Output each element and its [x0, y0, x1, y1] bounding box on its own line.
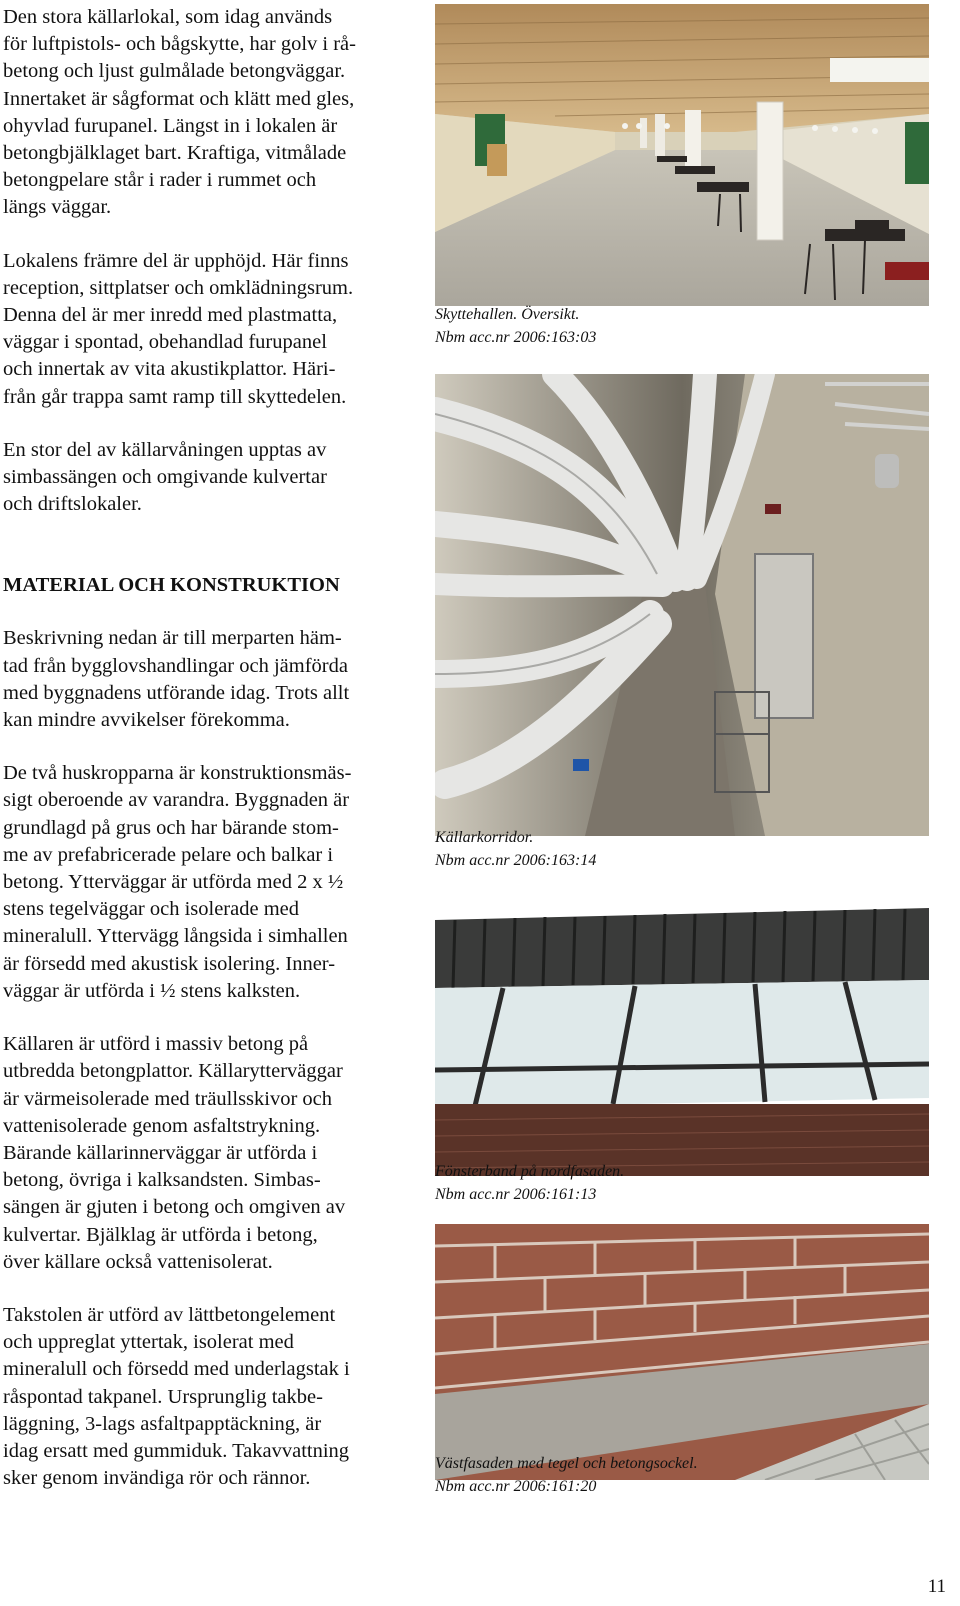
caption-title: Fönsterband på nordfasaden.	[435, 1163, 625, 1180]
caption-title: Skyttehallen. Översikt.	[435, 306, 580, 323]
section-heading: MATERIAL OCH KONSTRUKTION	[3, 574, 340, 597]
page-number: 11	[927, 1576, 946, 1597]
photo-west-facade	[435, 1224, 929, 1480]
caption-shooting-hall	[435, 303, 596, 349]
paragraph-roof: Takstolen är utförd av lättbetongelement och uppreglat yttertak, isolerat med mineralull och försedd med underlagstak i råspontad takpanel. Ursprunglig takbe- läggning, 3-lags asfaltpapptäckning, är idag ersatt med gummiduk. Takavvattning sker genom invändiga rör och rännor.	[3, 1303, 350, 1490]
paragraph-shooting-hall: Den stora källarlokal, som idag används för luftpistols- och bågskytte, har golv i rå- betong och ljust gulmålade betongväggar. Innertaket är sågformat och klätt med gles, ohyvlad furupanel. Längst in i lokalen är betongbjälklaget bart. Kraftiga, vitmålade betongpelare står i rader i rummet och längs väggar.	[3, 6, 356, 219]
caption-west-facade	[435, 1452, 698, 1498]
photo-basement-corridor	[435, 374, 929, 836]
caption-basement-corridor	[435, 826, 596, 872]
paragraph-structure: De två huskropparna är konstruktionsmäs- sigt oberoende av varandra. Byggnaden är grundlagd på grus och har bärande stom- me av prefabricerade pelare och balkar i betong. Ytterväggar är utförda med 2 x ½ stens tegelväggar och isolerade med mineralull. Yttervägg långsida i simhallen är försedd med akustisk isolering. Inner- väggar är utförda i ½ stens kalksten.	[3, 762, 352, 1002]
photo-shooting-hall	[435, 4, 929, 306]
text-column	[3, 4, 411, 1518]
paragraph-cellar: Källaren är utförd i massiv betong på utbredda betongplattor. Källarytterväggar är värmeisolerade med träullsskivor och vattenisolerade genom asfaltstrykning. Bärande källarinnerväggar är utförda i betong, övriga i kalksandsten. Simbas- sängen är gjuten i betong och omgiven av kulvertar. Bjälklag är utförda i betong, över källare också vattenisolerat.	[3, 1033, 346, 1273]
photo-window-band	[435, 908, 929, 1184]
caption-accession: Nbm acc.nr 2006:161:13	[435, 1186, 597, 1203]
caption-window-band	[435, 1160, 624, 1206]
caption-title: Källarkorridor.	[435, 829, 534, 846]
caption-title: Västfasaden med tegel och betongsockel.	[435, 1455, 698, 1472]
paragraph-description-source: Beskrivning nedan är till merparten häm- tad från bygglovshandlingar och jämförda med byggnadens utförande idag. Trots allt kan mindre avvikelser förekomma.	[3, 627, 350, 732]
caption-accession: Nbm acc.nr 2006:161:20	[435, 1478, 597, 1495]
paragraph-front-area: Lokalens främre del är upphöjd. Här finns reception, sittplatser och omklädningsrum. Denna del är mer inredd med plastmatta, väggar i spontad, obehandlad furupanel och innertak av vita akustikplattor. Häri- från går trappa samt ramp till skyttedelen.	[3, 249, 354, 408]
caption-accession: Nbm acc.nr 2006:163:03	[435, 329, 597, 346]
caption-accession: Nbm acc.nr 2006:163:14	[435, 852, 597, 869]
paragraph-basement: En stor del av källarvåningen upptas av simbassängen och omgivande kulvertar och driftslokaler.	[3, 438, 327, 516]
